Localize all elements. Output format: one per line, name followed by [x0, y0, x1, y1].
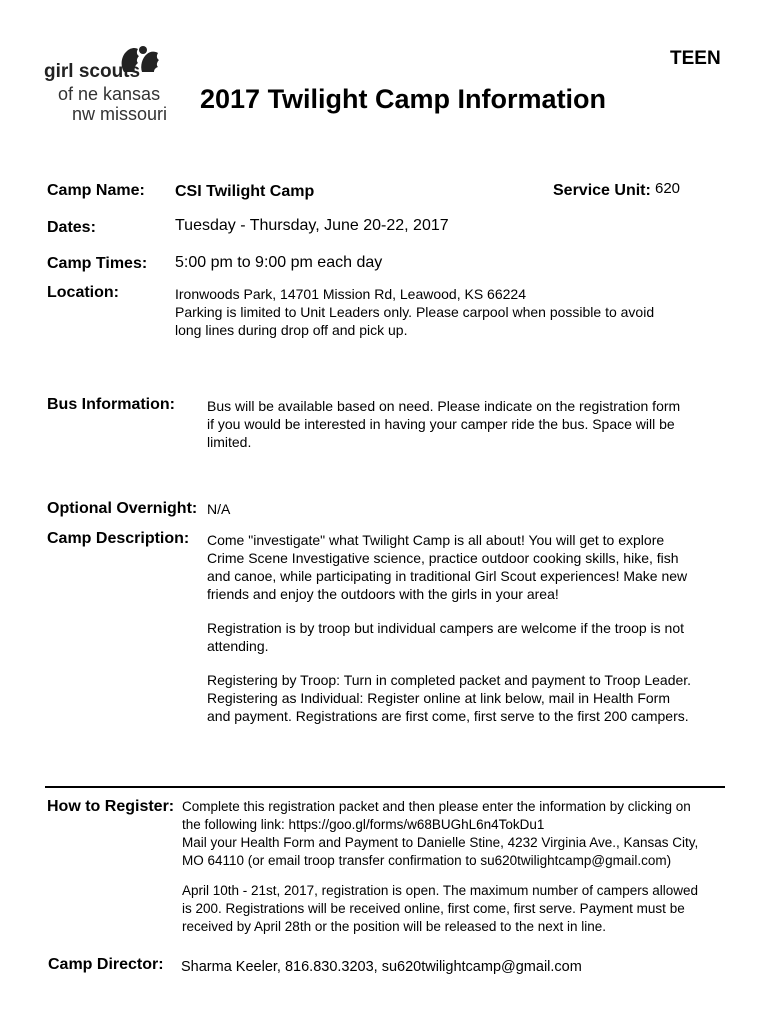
register-line: the following link: https://goo.gl/forms/w68BUGhL6n4TokDu1: [182, 817, 545, 832]
overnight-label: Optional Overnight:: [47, 500, 198, 517]
description-line: and payment. Registrations are first come, first serve to the first 200 campers.: [207, 708, 689, 724]
girl-scouts-logo: [44, 44, 174, 129]
camp-name-value: CSI Twilight Camp: [175, 183, 315, 200]
location-line: Parking is limited to Unit Leaders only. Please carpool when possible to avoid: [175, 304, 655, 320]
description-line: friends and enjoy the outdoors with the girls in your area!: [207, 586, 559, 602]
description-para-3: [207, 671, 691, 725]
dates-label: Dates:: [47, 219, 96, 236]
logo-line-3: nw missouri: [72, 104, 168, 124]
register-line: is 200. Registrations will be received online, first come, first serve. Payment must be: [182, 901, 685, 916]
dates-value: Tuesday - Thursday, June 20-22, 2017: [175, 217, 449, 234]
register-line: Complete this registration packet and then please enter the information by clicking on: [182, 799, 691, 814]
register-line: MO 64110 (or email troop transfer confirmation to su620twilightcamp@gmail.com): [182, 853, 672, 868]
register-line: Mail your Health Form and Payment to Danielle Stine, 4232 Virginia Ave., Kansas City,: [182, 835, 699, 850]
description-line: attending.: [207, 638, 269, 654]
register-para-1: [182, 798, 698, 870]
director-value: Sharma Keeler, 816.830.3203, su620twilightcamp@gmail.com: [181, 959, 582, 975]
register-line: April 10th - 21st, 2017, registration is open. The maximum number of campers allowed: [182, 883, 698, 898]
description-line: and canoe, while participating in traditional Girl Scout experiences! Make new: [207, 568, 688, 584]
description-line: Registering by Troop: Turn in completed packet and payment to Troop Leader.: [207, 672, 692, 688]
description-line: Registration is by troop but individual campers are welcome if the troop is not: [207, 620, 685, 636]
description-line: Registering as Individual: Register online at link below, mail in Health Form: [207, 690, 670, 706]
register-line: received by April 28th or the position will be released to the next in line.: [182, 919, 606, 934]
page-title: 2017 Twilight Camp Information: [200, 84, 607, 114]
description-para-1: [207, 531, 687, 603]
bus-line: limited.: [207, 434, 252, 450]
camp-times-label: Camp Times:: [47, 255, 148, 272]
camp-name-label: Camp Name:: [47, 182, 145, 199]
register-label: How to Register:: [47, 798, 175, 815]
description-para-2: [207, 619, 684, 655]
section-divider: [45, 786, 725, 788]
service-unit-label: Service Unit:: [553, 182, 651, 199]
bus-info-text: [207, 397, 680, 451]
location-line: long lines during drop off and pick up.: [175, 322, 408, 338]
bus-line: if you would be interested in having your camper ride the bus. Space will be: [207, 416, 675, 432]
location-text: [175, 285, 654, 339]
location-label: Location:: [47, 284, 119, 301]
bus-info-label: Bus Information:: [47, 396, 175, 413]
description-label: Camp Description:: [47, 530, 190, 547]
logo-line-1: girl scouts: [44, 61, 141, 82]
description-line: Crime Scene Investigative science, practice outdoor cooking skills, hike, fish: [207, 550, 679, 566]
overnight-value: N/A: [207, 501, 231, 517]
bus-line: Bus will be available based on need. Please indicate on the registration form: [207, 398, 681, 414]
director-label: Camp Director:: [48, 956, 164, 973]
teen-tag: TEEN: [670, 48, 721, 69]
camp-times-value: 5:00 pm to 9:00 pm each day: [175, 254, 383, 271]
logo-line-2: of ne kansas: [58, 84, 161, 104]
location-line: Ironwoods Park, 14701 Mission Rd, Leawood, KS 66224: [175, 286, 526, 302]
service-unit-value: 620: [655, 180, 681, 197]
register-para-2: [182, 882, 698, 936]
description-line: Come "investigate" what Twilight Camp is all about! You will get to explore: [207, 532, 665, 548]
